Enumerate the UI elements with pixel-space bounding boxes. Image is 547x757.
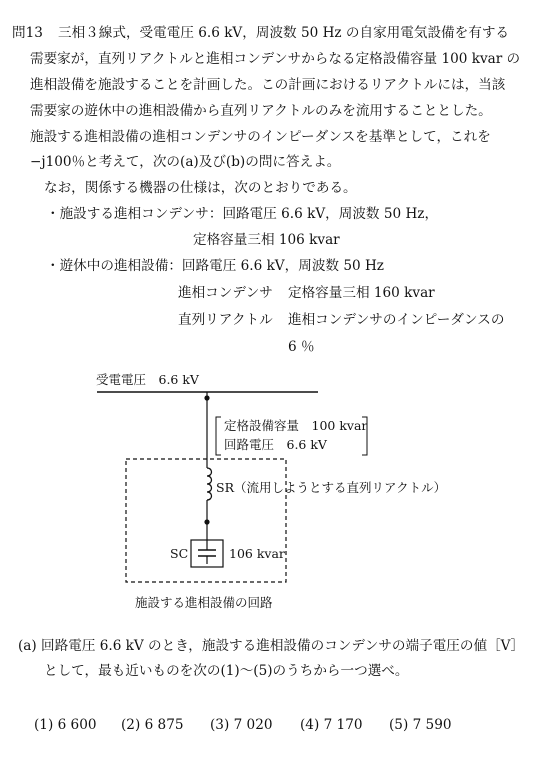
question-line-2: 需要家が，直列リアクトルと進相コンデンサからなる定格設備容量 100 kvar の [30,51,521,67]
part-a-line-2: として，最も近いものを次の(1)〜(5)のうちから一つ選べ。 [44,663,409,679]
choice-5: (5) 7 590 [389,717,452,733]
capacitor-label: SC [170,546,189,561]
choice-4: (4) 7 170 [300,717,363,733]
spec-idle-capacitor-value: 定格容量三相 160 kvar [288,285,435,301]
part-a-line-1: (a) 回路電圧 6.6 kV のとき，施設する進相設備のコンデンサの端子電圧の値［V］ [18,638,525,654]
question-line-1: 三相３線式，受電電圧 6.6 kV，周波数 50 Hz の自家用電気設備を有する [58,25,510,41]
reactor-coil-icon [207,468,212,500]
choice-2: (2) 6 875 [121,717,184,733]
question-line-6: −j100％と考えて，次の(a)及び(b)の問に答えよ。 [30,154,341,170]
reactor-label: SR（流用しようとする直列リアクトル） [216,480,447,495]
question-number: 問13 [12,25,43,41]
spec-new-capacitor-cont: 定格容量三相 106 kvar [193,232,340,248]
spec-new-capacitor: ・施設する進相コンデンサ：回路電圧 6.6 kV，周波数 50 Hz， [46,206,439,222]
spec-idle-capacitor-label: 進相コンデンサ [178,285,273,301]
question-line-3: 進相設備を施設することを計画した。この計画におけるリアクトルには，当該 [30,77,506,93]
junction-dot-bottom [204,519,209,524]
circuit-voltage-label: 回路電圧 6.6 kV [224,437,327,452]
choice-3: (3) 7 020 [210,717,273,733]
question-line-4: 需要家の遊休中の進相設備から直列リアクトルのみを流用することとした。 [30,103,492,119]
diagram-caption: 施設する進相設備の回路 [135,595,273,610]
ratings-bracket-left [216,417,221,455]
choice-1: (1) 6 600 [34,717,97,733]
junction-dot-top [204,395,209,400]
rated-capacity-label: 定格設備容量 100 kvar [224,418,368,433]
spec-idle-reactor-label: 直列リアクトル [178,312,273,328]
spec-idle-equipment: ・遊休中の進相設備：回路電圧 6.6 kV，周波数 50 Hz [46,258,384,274]
spec-idle-reactor-value-2: 6 ％ [288,339,315,355]
question-line-5: 施設する進相設備の進相コンデンサのインピーダンスを基準として，これを [30,129,491,145]
capacitor-value: 106 kvar [229,546,285,561]
receiving-voltage-label: 受電電圧 6.6 kV [96,372,199,387]
question-line-7: なお，関係する機器の仕様は，次のとおりである。 [44,180,357,196]
spec-idle-reactor-value: 進相コンデンサのインピーダンスの [288,312,505,328]
